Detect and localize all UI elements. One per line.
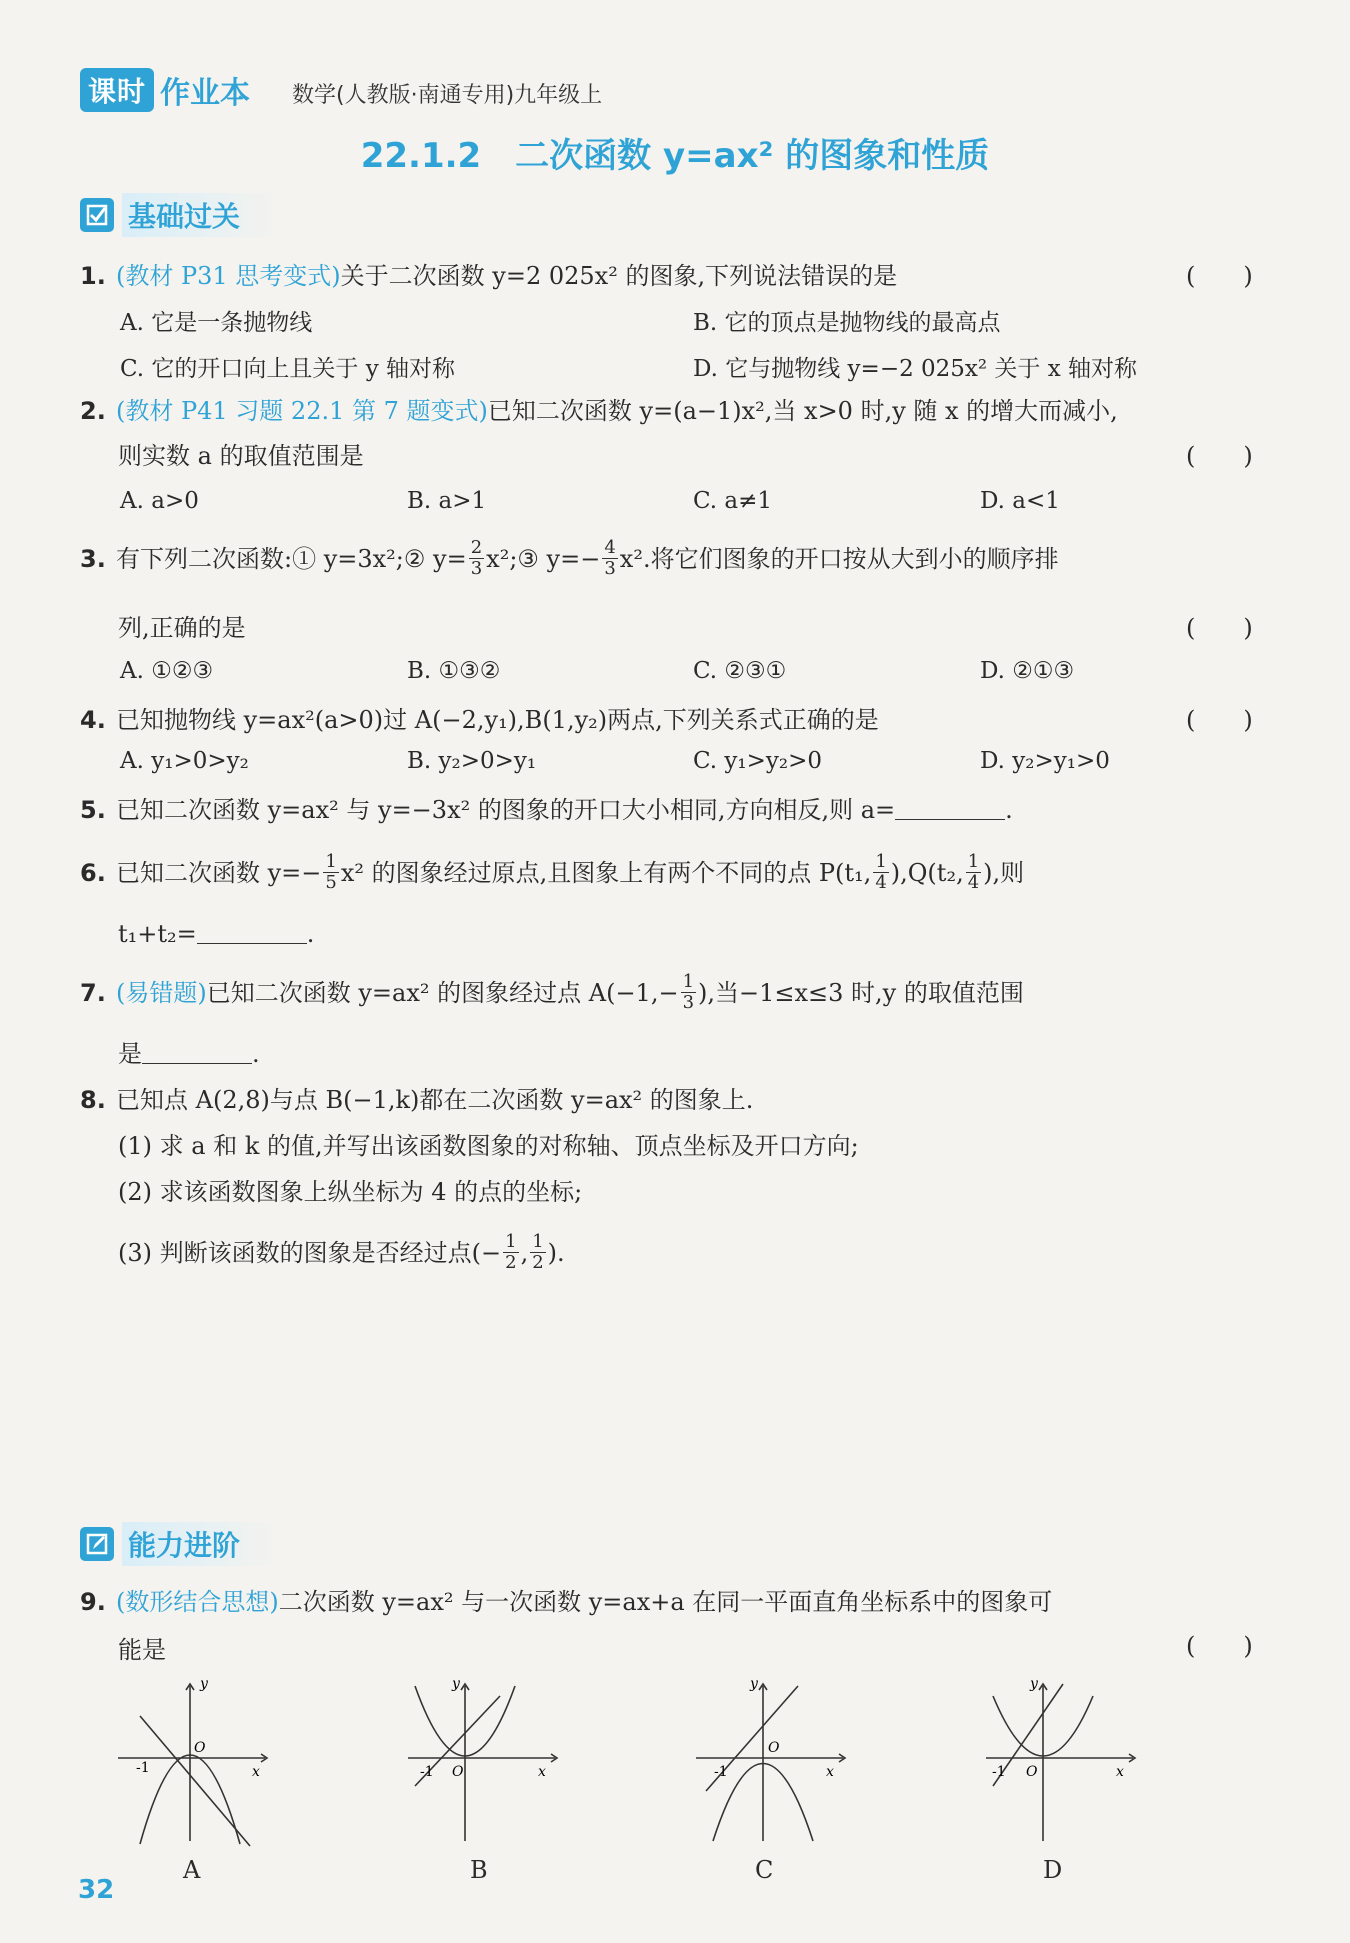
fraction-numerator: 1	[505, 1231, 517, 1252]
graph-label-a: A	[183, 1856, 201, 1884]
question-stem: 二次函数 y=ax² 与一次函数 y=ax+a 在同一平面直角坐标系中的图象可	[278, 1588, 1053, 1616]
question-number: 7.	[80, 978, 106, 1007]
graph-label-b: B	[470, 1856, 488, 1884]
page-number: 32	[78, 1875, 115, 1905]
answer-paren: ( )	[1186, 614, 1253, 642]
origin-label: O	[1026, 1764, 1038, 1780]
answer-paren: ( )	[1186, 1632, 1253, 1660]
section-advanced	[80, 1522, 280, 1566]
fraction-numerator: 1	[532, 1231, 544, 1252]
pencil-icon	[80, 1527, 114, 1561]
question-stem: 已知点 A(2,8)与点 B(−1,k)都在二次函数 y=ax² 的图象上.	[116, 1086, 754, 1114]
question-number: 9.	[80, 1588, 106, 1616]
fraction	[530, 1232, 545, 1273]
graph-label-c: C	[755, 1856, 774, 1884]
question-6-line2	[118, 916, 314, 952]
question-stem: 关于二次函数 y=2 025x² 的图象,下列说法错误的是	[340, 262, 898, 290]
graph-option-c	[688, 1676, 858, 1851]
fraction-denominator: 4	[967, 872, 980, 893]
option-d: D. a<1	[980, 488, 1060, 514]
question-number: 1.	[80, 262, 106, 290]
fraction	[873, 852, 888, 893]
question-number: 5.	[80, 796, 106, 824]
question-6	[80, 852, 1024, 893]
question-5	[80, 792, 1013, 828]
fraction-denominator: 3	[604, 558, 616, 579]
option-b: B. ①③②	[407, 658, 501, 684]
fraction-denominator: 4	[875, 872, 887, 893]
fraction-numerator: 2	[470, 537, 483, 558]
graph-option-a	[110, 1676, 280, 1851]
subject-label: 数学(人教版·南通专用)九年级上	[292, 83, 603, 108]
minus-one-label: -1	[714, 1764, 728, 1780]
question-end: .	[306, 920, 315, 948]
option-a: A. y₁>0>y₂	[120, 748, 249, 774]
option-b: B. a>1	[407, 488, 487, 514]
question-7	[80, 972, 1024, 1013]
option-c: C. a≠1	[693, 488, 773, 514]
fraction-numerator: 1	[967, 851, 980, 872]
question-end: .	[252, 1040, 260, 1068]
brand-name: 作业本	[160, 76, 251, 111]
minus-one-label: -1	[420, 1764, 434, 1780]
axis-y-label: y	[1030, 1676, 1038, 1692]
graph-option-b	[400, 1676, 570, 1851]
origin-label: O	[768, 1740, 780, 1756]
question-stem-part: 已知二次函数 y=ax² 的图象经过点 A(−1,−	[206, 978, 679, 1007]
question-9	[80, 1584, 1052, 1620]
option-d: D. y₂>y₁>0	[980, 748, 1110, 774]
axis-x-label: x	[252, 1764, 260, 1780]
question-7-line2	[118, 1036, 260, 1072]
question-stem-line2: 列,正确的是	[118, 614, 246, 642]
question-stem: 已知二次函数 y=ax² 与 y=−3x² 的图象的开口大小相同,方向相反,则 a=	[116, 796, 896, 824]
question-stem-part: ),Q(t₂,	[890, 858, 964, 887]
question-tag: (教材 P31 思考变式)	[116, 262, 341, 290]
question-stem-part: 有下列二次函数:① y=3x²;② y=	[116, 544, 467, 573]
graph-label-d: D	[1043, 1856, 1063, 1884]
minus-one-label: -1	[992, 1764, 1006, 1780]
question-1	[80, 258, 897, 294]
question-number: 2.	[80, 397, 106, 425]
axis-y-label: y	[452, 1676, 460, 1692]
origin-label: O	[452, 1764, 464, 1780]
fraction	[966, 852, 981, 893]
fraction-denominator: 2	[505, 1252, 517, 1273]
question-stem-part: ),当−1≤x≤3 时,y 的取值范围	[698, 978, 1024, 1007]
question-2	[80, 393, 1118, 429]
fraction	[323, 852, 338, 893]
question-tag: (教材 P41 习题 22.1 第 7 题变式)	[116, 397, 488, 425]
option-a: A. ①②③	[120, 658, 214, 684]
axis-x-label: x	[538, 1764, 546, 1780]
question-stem-part: ).	[547, 1238, 565, 1267]
question-4	[80, 702, 879, 738]
answer-paren: ( )	[1186, 442, 1253, 470]
option-d: D. ②①③	[980, 658, 1075, 684]
origin-label: O	[194, 1740, 206, 1756]
question-stem-line2: 则实数 a 的取值范围是	[118, 442, 364, 470]
question-3	[80, 538, 1059, 579]
section-basic	[80, 193, 280, 237]
question-stem-part: ),则	[983, 858, 1025, 887]
fraction-numerator: 1	[682, 971, 695, 992]
question-tag: (数形结合思想)	[116, 1588, 279, 1616]
question-stem-part: 已知二次函数 y=−	[116, 858, 322, 887]
question-8-part-1: (1) 求 a 和 k 的值,并写出该函数图象的对称轴、顶点坐标及开口方向;	[118, 1132, 859, 1160]
question-number: 8.	[80, 1086, 106, 1114]
question-stem-part: x² 的图象经过原点,且图象上有两个不同的点 P(t₁,	[340, 858, 872, 887]
minus-one-label: -1	[136, 1760, 150, 1776]
answer-paren: ( )	[1186, 706, 1253, 734]
answer-blank[interactable]	[197, 923, 307, 944]
option-d: D. 它与抛物线 y=−2 025x² 关于 x 轴对称	[693, 356, 1138, 382]
answer-blank[interactable]	[142, 1043, 252, 1064]
lesson-title: 22.1.2 二次函数 y=ax² 的图象和性质	[360, 136, 990, 176]
question-stem: 已知抛物线 y=ax²(a>0)过 A(−2,y₁),B(1,y₂)两点,下列关系式正确的是	[116, 706, 879, 734]
axis-y-label: y	[750, 1676, 758, 1692]
fraction-denominator: 3	[470, 558, 483, 579]
answer-blank[interactable]	[895, 799, 1005, 820]
axis-y-label: y	[200, 1676, 208, 1692]
section-basic-label: 基础过关	[122, 193, 280, 237]
option-c: C. y₁>y₂>0	[693, 748, 823, 774]
checkbox-icon	[80, 198, 114, 232]
question-8-part-2: (2) 求该函数图象上纵坐标为 4 的点的坐标;	[118, 1178, 583, 1206]
question-end: .	[1005, 796, 1013, 824]
fraction	[469, 538, 484, 579]
question-stem-part: x².将它们图象的开口按从大到小的顺序排	[619, 544, 1059, 573]
graph-option-d	[978, 1676, 1148, 1851]
fraction	[681, 972, 696, 1013]
fraction	[602, 538, 617, 579]
question-tag: (易错题)	[116, 978, 207, 1007]
fraction-denominator: 3	[682, 992, 695, 1013]
question-number: 3.	[80, 544, 106, 573]
question-stem-part: ,	[520, 1238, 529, 1267]
option-c: C. ②③①	[693, 658, 787, 684]
brand-logo	[80, 70, 250, 110]
axis-x-label: x	[1116, 1764, 1124, 1780]
brand-box: 课时	[80, 68, 154, 112]
question-stem-part: x²;③ y=−	[486, 544, 601, 573]
question-stem-part: 是	[118, 1040, 142, 1068]
option-c: C. 它的开口向上且关于 y 轴对称	[120, 356, 456, 382]
question-stem-part: (3) 判断该函数的图象是否经过点(−	[118, 1238, 502, 1267]
section-advanced-label: 能力进阶	[122, 1522, 280, 1566]
option-a: A. a>0	[120, 488, 199, 514]
answer-paren: ( )	[1186, 262, 1253, 290]
fraction-denominator: 5	[325, 872, 337, 893]
question-8	[80, 1082, 753, 1118]
question-stem-line2: 能是	[118, 1636, 166, 1664]
fraction-numerator: 1	[875, 851, 887, 872]
fraction-numerator: 4	[604, 537, 616, 558]
question-stem: 已知二次函数 y=(a−1)x²,当 x>0 时,y 随 x 的增大而减小,	[487, 397, 1118, 425]
option-b: B. 它的顶点是抛物线的最高点	[693, 310, 1001, 336]
question-number: 4.	[80, 706, 106, 734]
option-b: B. y₂>0>y₁	[407, 748, 537, 774]
fraction-numerator: 1	[325, 851, 337, 872]
fraction	[503, 1232, 518, 1273]
option-a: A. 它是一条抛物线	[120, 310, 313, 336]
question-8-part-3	[118, 1232, 565, 1273]
fraction-denominator: 2	[532, 1252, 544, 1273]
question-stem-part: t₁+t₂=	[118, 920, 197, 948]
question-number: 6.	[80, 858, 106, 887]
axis-x-label: x	[826, 1764, 834, 1780]
